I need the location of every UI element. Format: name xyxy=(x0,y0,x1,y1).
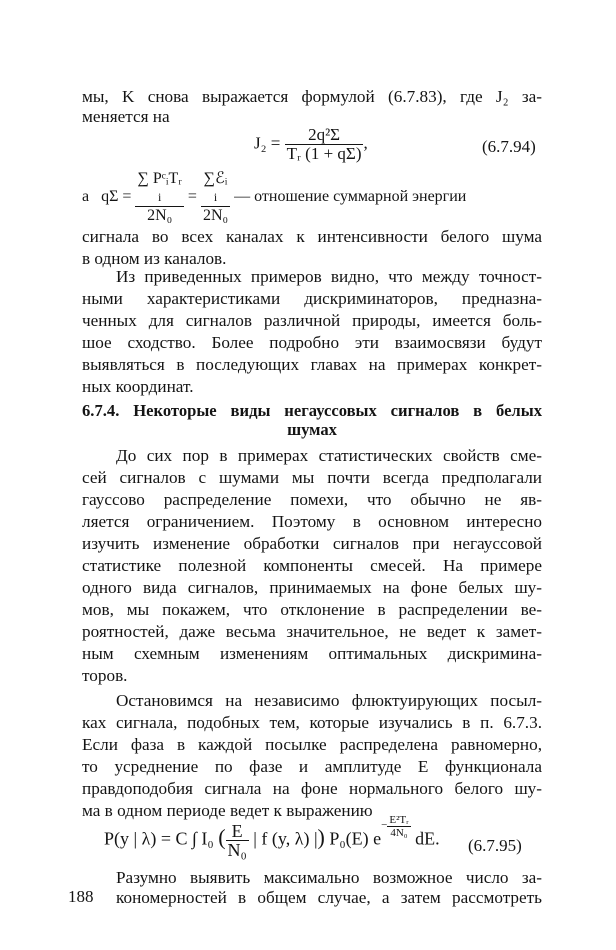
eq-numerator-2: ∑ℰᵢ i xyxy=(201,170,230,207)
text-line: изучить изменение обработки сигналов при негауссовой xyxy=(82,534,542,553)
eq-middle: | f (y, λ) | xyxy=(253,828,318,849)
eq-denominator: Tᵣ (1 + qΣ) xyxy=(286,144,362,163)
text-line: Если фаза в каждой посылке распределена равномерно, xyxy=(82,735,542,754)
eq-numerator: 2q²Σ xyxy=(285,126,364,145)
text-line: торов. xyxy=(82,666,128,685)
text-line: ках сигнала, подобных тем, которые изучались в п. 6.7.3. xyxy=(82,713,542,732)
text-line: одного вида сигналов, принимаемых на фоне белых шу- xyxy=(82,578,542,597)
text-line: Разумно выявить максимально возможное число за- xyxy=(116,868,542,887)
eq-exp-numerator: E²Tᵣ xyxy=(389,814,409,826)
eq-exp-denominator: 4N₀ xyxy=(390,827,408,839)
text-line: роятностей, даже весьма значительное, не ведет к замет- xyxy=(82,622,542,641)
text-line: мы, K снова выражается формулой (6.7.83), где J₂ за- xyxy=(82,87,542,106)
equation-q-sigma xyxy=(82,170,466,225)
text-line: ными характеристиками дискриминаторов, предназна- xyxy=(82,289,542,308)
equation-tag: (6.7.95) xyxy=(468,836,522,855)
text-line: то усреднение по фазе и амплитуде E функционала xyxy=(82,757,542,776)
eq-inner-fraction xyxy=(226,822,249,859)
text-line: сигнала во всех каналах к интенсивности белого шума xyxy=(82,227,542,246)
text-line: правдоподобия сигнала на фоне нормального белого шу- xyxy=(82,779,542,798)
eq-lhs: J₂ = xyxy=(254,133,281,153)
eq-tail-text: — отношение суммарной энергии xyxy=(234,188,467,206)
text-line: кономерностей в общем случае, а затем рассмотреть xyxy=(116,888,542,907)
eq-inner-numerator: E xyxy=(226,822,249,841)
text-line: сей сигналов с шумами мы почти всегда предполагали xyxy=(82,468,542,487)
text-line: статистике полезной компоненты смесей. На примере xyxy=(82,556,542,575)
eq-denominator-1: 2N₀ xyxy=(147,207,173,224)
eq-numerator-1: ∑ PᶜᵢTᵣ i xyxy=(135,170,183,207)
text-line: Остановимся на независимо флюктуирующих посыл- xyxy=(116,691,542,710)
text-line: ченных для сигналов различной природы, имеется боль- xyxy=(82,311,542,330)
text-line: Из приведенных примеров видно, что между точност- xyxy=(116,267,542,286)
eq-tail: dE. xyxy=(415,828,440,849)
eq-exponent xyxy=(387,814,410,839)
text-line: ных координат. xyxy=(82,377,194,396)
text-line: До сих пор в примерах статистических свойств сме- xyxy=(116,446,542,465)
eq-inner-denominator: N₀ xyxy=(227,840,247,860)
eq-fraction xyxy=(285,126,364,163)
eq-fraction-2 xyxy=(201,170,230,225)
equation-6-7-94: J₂ = $\frac{\text{2q²Σ}}{\text{Tᵣ (1 + qΣ)}}$ , xyxy=(254,125,368,163)
equation-6-7-95: P(y | λ) = C ∫ I₀ ( $\frac{E}{\text{N₀}}$ | f (y, λ) |) P₀(E) e− $\frac{\text{E²Tᵣ}}{\text{4N₀}}$ dE. xyxy=(104,814,440,860)
text-line: в одном из каналов. xyxy=(82,249,227,268)
section-heading-cont: шумах xyxy=(287,420,337,439)
text-line: выявляться в последующих главах на примерах конкрет- xyxy=(82,355,542,374)
text-line: мов, мы покажем, что отклонение в распределении ве- xyxy=(82,600,542,619)
eq-equals: = xyxy=(187,188,197,206)
page-number: 188 xyxy=(68,887,94,906)
text-line: ляется ограничением. Поэтому в основном интересно xyxy=(82,512,542,531)
text-line: меняется на xyxy=(82,107,170,126)
eq-lhs: P(y | λ) = C ∫ I₀ xyxy=(104,828,214,849)
eq-prefix: а xyxy=(82,188,90,206)
eq-fraction-1 xyxy=(135,170,183,225)
text-line: шое сходство. Более подробно эти взаимосвязи будут xyxy=(82,333,542,352)
eq-denominator-2: 2N₀ xyxy=(202,207,229,224)
equation-tag: (6.7.94) xyxy=(482,137,536,156)
eq-lhs: qΣ = xyxy=(101,188,132,206)
section-heading: 6.7.4. Некоторые виды негауссовых сигналов в белых xyxy=(82,401,542,420)
eq-after: P₀(E) e xyxy=(329,828,382,849)
text-line: ма в одном периоде ведет к выражению xyxy=(82,801,373,820)
text-line: гауссово распределение помехи, что обычно не яв- xyxy=(82,490,542,509)
text-line: ным схемным изменениям оптимальных дискримина- xyxy=(82,644,542,663)
